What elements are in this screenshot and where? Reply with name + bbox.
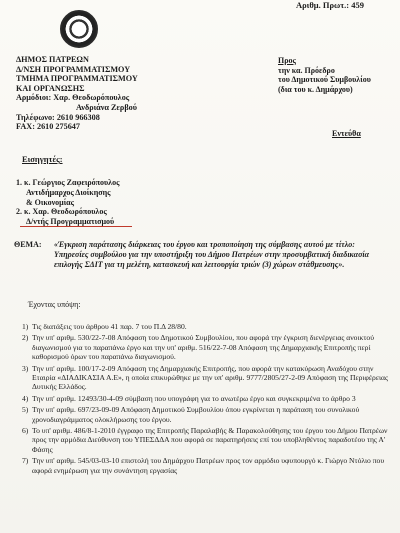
protocol-number: Αριθμ. Πρωτ.: 459 — [296, 0, 364, 10]
item-text: Τις διατάξεις του άρθρου 41 παρ. 7 του Π.Δ 28/80. — [32, 322, 187, 331]
recipient-line: του Δημοτικού Συμβουλίου — [278, 75, 371, 85]
list-item — [22, 456, 392, 475]
considerations-list — [22, 322, 392, 477]
recipient-line: (δια του κ. Δημάρχου) — [278, 84, 353, 94]
considering-heading: Έχοντας υπόψη: — [28, 300, 81, 309]
header-line: ΔΗΜΟΣ ΠΑΤΡΕΩΝ — [16, 55, 89, 64]
header-line: FAX: 2610 275647 — [16, 122, 80, 132]
municipality-seal-icon — [60, 10, 98, 48]
item-number: 3) — [22, 363, 29, 373]
subject-label: ΘΕΜΑ: — [14, 240, 42, 249]
item-number: 1) — [22, 322, 29, 331]
rapporteurs-list — [16, 178, 120, 227]
item-text: Την υπ' αριθμ. 545/03-03-10 επιστολή του Δημάρχου Πατρέων προς τον αρμόδιο υφυπουργό κ. Γιώργο Ντόλιο που αφορά ενημέρωση για την συνάντηση εργασίας — [32, 456, 385, 475]
rapporteur-line: Αντιδήμαρχος Διοίκησης — [26, 187, 111, 197]
rapporteur-line: & Οικονομίας — [26, 197, 75, 207]
list-item — [22, 405, 392, 424]
red-underline — [20, 226, 132, 227]
header-line: Αρμόδιοι: Χαρ. Θεοδωρόπουλος — [16, 93, 130, 103]
list-item — [22, 364, 392, 392]
header-line: Δ/ΝΣΗ ΠΡΟΓΡΑΜΜΑΤΙΣΜΟΥ — [16, 64, 131, 74]
urgent-mark: Εντεύθα — [332, 129, 361, 138]
header-line: ΚΑΙ ΟΡΓΑΝΩΣΗΣ — [16, 83, 85, 93]
item-text: Την υπ' αριθμ. 530/22-7-08 Απόφαση του Δημοτικού Συμβουλίου, που αφορά την έγκριση διενέργειας ανοικτού διαγωνισμού για το παραπάνω έργο και την υπ' αριθμ. 516/22-7-08 Απόφαση της Δημαρχιακής Επιτροπής περί καθορισμού όρων του παραπάνω διαγωνισμού. — [32, 333, 374, 362]
rapporteur-line: 2. κ. Χαρ. Θεοδωρόπουλος — [16, 207, 107, 217]
recipient-block — [278, 56, 371, 94]
recipient-title: Προς — [278, 56, 296, 65]
item-text: Την υπ' αριθμ. 100/17-2-09 Απόφαση της Δημαρχιακής Επιτροπής, που αφορά την κατακύρωση Αναδόχου στην Εταιρία «ΔΙΑΔΙΚΑΣΙΑ Α.Ε», η οποία επικυρώθηκε με την υπ' αριθμ. 9777/2805/27-2-09 Απόφαση της Περιφέρειας Δυτικής Ελλάδος. — [32, 363, 389, 392]
list-item — [22, 333, 392, 361]
subject-block — [14, 240, 390, 269]
item-text: Την υπ' αριθμ. 12493/30-4-09 σύμβαση που υπογράφη για το ανωτέρω έργο και συγκεκριμένα το άρθρο 3 — [32, 393, 356, 403]
header-line: Ανδριάνα Ζερβού — [76, 102, 137, 112]
item-number: 5) — [22, 405, 29, 415]
rapporteur-line: 1. κ. Γεώργιος Ζαφειρόπουλος — [16, 178, 120, 187]
header-line: Τηλέφωνο: 2610 966308 — [16, 112, 100, 122]
subject-text: «Έγκριση παράτασης διάρκειας του έργου και τροποποίηση της σύμβασης αυτού με τίτλο: Υπηρεσίες συμβούλου για την υποστήριξη του Δήμου Πατρέων στην προσυμβατική διαδικασία επιλογής ΣΔΙΤ για τη μελέτη, κατασκευή και λειτουργία τριών (3) χώρων στάθμευσης». — [54, 240, 370, 269]
item-number: 7) — [22, 456, 29, 466]
list-item — [22, 322, 392, 331]
recipient-line: την κα. Πρόεδρο — [278, 65, 335, 75]
item-number: 6) — [22, 426, 29, 436]
sender-header — [16, 55, 138, 132]
list-item — [22, 394, 392, 403]
item-text: Το υπ' αριθμ. 486/8-1-2010 έγγραφο της Επιτροπής Παραλαβής & Παρακολούθησης του έργου του Δήμου Πατρέων προς την αρμόδια Διεύθυνση του ΥΠΕΣΔΔΑ που αφορά σε παρατηρήσεις επί του υποβληθέντος παραδοτέου της Α' Φάσης — [32, 426, 388, 454]
item-number: 2) — [22, 333, 29, 343]
list-item — [22, 426, 392, 454]
rapporteurs-title: Εισηγητές: — [22, 154, 63, 164]
item-text: Την υπ' αριθμ. 697/23-09-09 Απόφαση Δημοτικού Συμβουλίου όπου εγκρίνεται η παράταση του συνολικού χρονοδιαγράμματος ολοκλήρωσης του έργου. — [32, 405, 360, 424]
header-line: ΤΜΗΜΑ ΠΡΟΓΡΑΜΜΑΤΙΣΜΟΥ — [16, 74, 138, 84]
rapporteur-line: Δ/ντής Προγραμματισμού — [26, 217, 115, 227]
item-number: 4) — [22, 393, 29, 403]
